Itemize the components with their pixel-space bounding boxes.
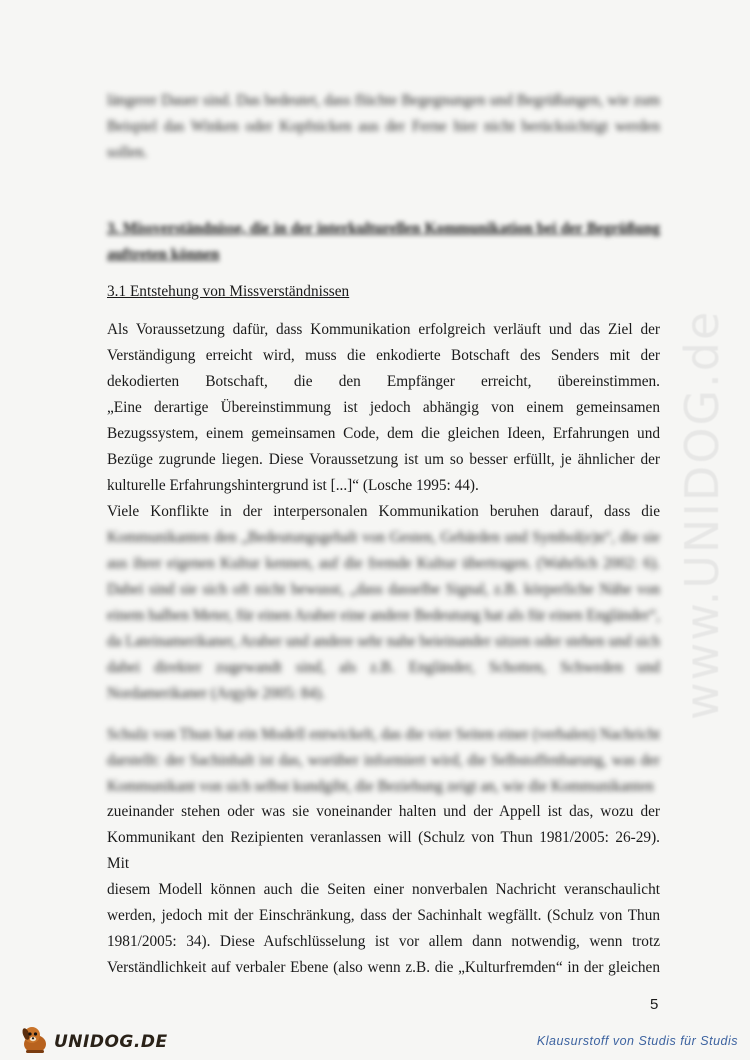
paragraph-line: Verständigung erreicht wird, muss die enkodierte Botschaft des Senders mit der — [107, 347, 660, 364]
footer-tagline: Klausurstoff von Studis für Studis — [536, 1034, 738, 1048]
paragraph-line: Bezüge zugrunde liegen. Diese Voraussetzung ist um so besser erfüllt, je ähnlicher der — [107, 451, 660, 468]
blurred-lower-paragraph: Schulz von Thun hat ein Modell entwickelt, das die vier Seiten einer (verbalen) Nachricht darstellt: der Sachinhalt ist das, worüber informiert wird, die Selbstoffenbarung, was der Kommunikant von sich selbst kundgibt, die Beziehung zeigt an, wie die Kommunikanten — [107, 726, 660, 795]
dog-mascot-icon — [18, 1022, 52, 1056]
paragraph-line: Kommunikant den Rezipienten veranlassen will (Schulz von Thun 1981/2005: 26-29). Mit — [107, 829, 660, 872]
paragraph-line: „Eine derartige Übereinstimmung ist jedoch abhängig von einem gemeinsamen — [107, 399, 660, 416]
logo-text: UNIDOG.DE — [54, 1032, 168, 1052]
watermark: www.UNIDOG.de — [675, 309, 729, 720]
paragraph-line: diesem Modell können auch die Seiten einer nonverbalen Nachricht veranschaulicht — [107, 881, 660, 898]
paragraph-line: Als Voraussetzung dafür, dass Kommunikation erfolgreich verläuft und das Ziel der — [107, 321, 660, 338]
blurred-middle-paragraph: Kommunikanten den „Bedeutungsgehalt von Gesten, Gebärden und Symbol(e)n“, die sie aus ihrer eigenen Kultur kennen, auf die fremde Kultur übertragen. (Wahrlich 2002: 6). Dabei sind sie sich oft nicht bewusst, „dass dasselbe Signal, z.B. körperliche Nähe von einem halben Meter, für einen Araber eine andere Bedeutung hat als für einen Engländer“, da Lateinamerikaner, Araber und andere sehr nahe beieinander sitzen oder stehen und sich dabei direkter zugewandt sind, als z.B. Engländer, Schotten, Schweden und Nordamerikaner (Argyle 2005: 84). — [107, 529, 660, 702]
paragraph-line: zueinander stehen oder was sie voneinander halten und der Appell ist das, wozu der — [107, 803, 660, 820]
paragraph-line: kulturelle Erfahrungshintergrund ist [...]“ (Losche 1995: 44). — [107, 477, 479, 494]
unidog-logo — [18, 1022, 168, 1056]
paragraph-2 — [107, 799, 660, 981]
blurred-top-paragraph: längerer Dauer sind. Das bedeutet, dass flüchte Begegnungen und Begrüßungen, wie zum Beispiel das Winken oder Kopfnicken aus der Ferne hier nicht berücksichtigt werden sollen. — [107, 92, 660, 161]
paragraph-line: 1981/2005: 34). Diese Aufschlüsselung ist vor allem dann notwendig, wenn trotz — [107, 933, 660, 950]
page-number: 5 — [650, 996, 659, 1013]
section-heading: 3. Missverständnisse, die in der interkulturellen Kommunikation bei der Begrüßung auftreten können — [107, 220, 660, 263]
subsection-heading: 3.1 Entstehung von Missverständnissen — [107, 283, 350, 300]
paragraph-line: Viele Konflikte in der interpersonalen Kommunikation beruhen darauf, dass die — [107, 503, 660, 520]
paragraph-line: werden, jedoch mit der Einschränkung, dass der Sachinhalt wegfällt. (Schulz von Thun — [107, 907, 660, 924]
paragraph-line: dekodierten Botschaft, die den Empfänger erreicht, übereinstimmen. — [107, 373, 660, 390]
paragraph-line: Bezugssystem, einem gemeinsamen Code, dem die gleichen Ideen, Erfahrungen und — [107, 425, 660, 442]
paragraph-1 — [107, 317, 660, 525]
paragraph-line: Verständlichkeit auf verbaler Ebene (also wenn z.B. die „Kulturfremden“ in der gleichen — [107, 959, 660, 976]
